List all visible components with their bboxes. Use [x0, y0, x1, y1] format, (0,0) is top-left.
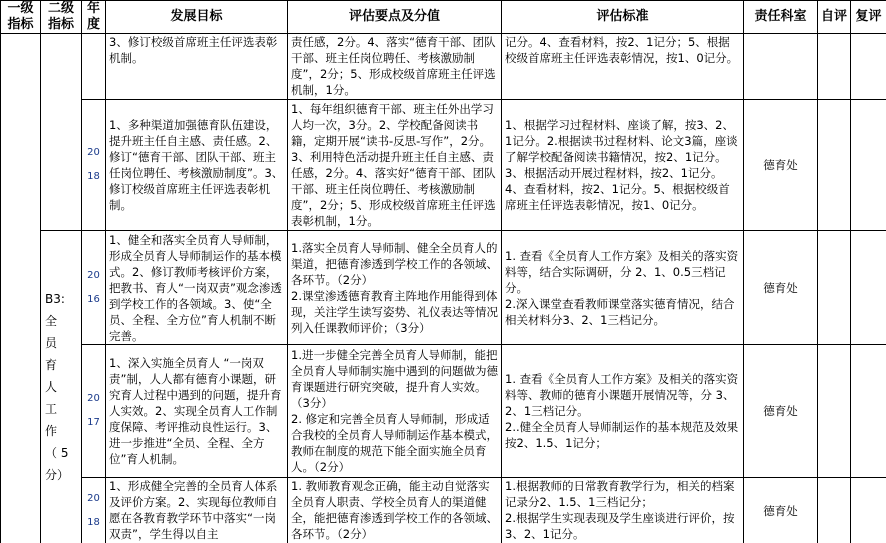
header-level1: 一级指标: [1, 1, 41, 34]
standard-cell: 1、根据学习过程材料、座谈了解，按3、2、1记分。2.根据读书过程材料、论文3篇，座谈了解学校配备阅读书籍情况，按2、1记分。3、根据活动开展过程材料，按2、1记分。4、查看材料，按2、1记分。5、根据校级首席班主任评选表彰情况，按1、0记分。: [502, 100, 744, 231]
year-text: 17: [87, 417, 100, 428]
header-standard: 评估标准: [502, 1, 744, 34]
standard-cell: 1. 查看《全员育人工作方案》及相关的落实资料等，结合实际调研，分 2、1、0.5三档记分。 2.深入课堂查看教师课堂落实德育情况，结合相关材料分3、2、1三档记分。: [502, 231, 744, 345]
self-eval-cell[interactable]: [818, 478, 851, 543]
points-cell: 1、每年组织德育干部、班主任外出学习人均一次，3分。2、学校配备阅读书籍，定期开展“读书-反思-写作”，2分。3、利用特色活动提升班主任自主感、责任感，2分。4、落实好“德育干部、团队干部、班主任岗位聘任、考核激励制度”，2分；5、形成校级首席班主任评选表彰机制，1分。: [288, 100, 502, 231]
standard-cell: 记分。4、查看材料，按2、1记分；5、根据校级首席班主任评选表彰情况，按1、0记分。: [502, 34, 744, 100]
year-text: 20: [87, 393, 100, 404]
level1-cell: [1, 34, 41, 543]
header-level2: 二级指标: [41, 1, 82, 34]
header-review: 复评: [851, 1, 886, 34]
review-cell[interactable]: [851, 34, 886, 100]
b3-title: 全员育人工作: [45, 314, 66, 438]
dept-cell: 德育处: [744, 100, 818, 231]
review-cell[interactable]: [851, 478, 886, 543]
goal-cell: 3、修订校级首席班主任评选表彰机制。: [106, 34, 288, 100]
year-text: 16: [87, 293, 100, 305]
review-cell[interactable]: [851, 100, 886, 231]
b3-label: B3:: [45, 292, 65, 306]
year-cell: [82, 345, 106, 478]
points-cell: 1.进一步健全完善全员育人导师制，能把全员育人导师制实施中遇到的问题做为德育课题进行研究突破，提升育人实效。（3分） 2. 修定和完善全员育人导师制，形成适合我校的全员育人导师制运作基本模式，教师在制度的规范下能全面实施全员育人。（2分）: [288, 345, 502, 478]
year-cell: [82, 100, 106, 231]
table-row: [1, 231, 886, 345]
standard-cell: 1. 查看《全员育人工作方案》及相关的落实资料等、教师的德育小课题开展情况等，分 3、2、1三档记分。 2..健全全员育人导师制运作的基本规范及效果按2、1.5、1记分；: [502, 345, 744, 478]
year-cell: [82, 34, 106, 100]
goal-cell: 1、形成健全完善的全员育人体系及评价方案。2、实现每位教师自愿在各教育教学环节中落实“一岗双责”，学生得以自主: [106, 478, 288, 543]
year-cell: [82, 231, 106, 345]
points-cell: 1.落实全员育人导师制、健全全员育人的渠道，把德育渗透到学校工作的各领域、各环节。（2分） 2.课堂渗透德育教育主阵地作用能得到体现，关注学生读写姿势、礼仪表达等情况列入任课教师评价；（3分）: [288, 231, 502, 345]
goal-cell: 1、健全和落实全员育人导师制，形成全员育人导师制运作的基本模式。2、修订教师考核评价方案，把教书、育人“一岗双责”观念渗透到学校工作的各领域。3、使“全员、全程、全方位”育人机制不断完善。: [106, 231, 288, 345]
self-eval-cell[interactable]: [818, 231, 851, 345]
header-dept: 责任科室: [744, 1, 818, 34]
b3-score: （ 5 分）: [45, 446, 70, 482]
header-year: 年度: [82, 1, 106, 34]
year-text: 20: [87, 147, 100, 158]
header-row: [1, 1, 886, 34]
dept-cell: 德育处: [744, 345, 818, 478]
goal-cell: 1、多种渠道加强德育队伍建设，提升班主任自主感、责任感。2、修订“德育干部、团队干部、班主任岗位聘任、考核激励制度”。3、修订校级首席班主任评选表彰机制。: [106, 100, 288, 231]
level2-cell-empty: [41, 34, 82, 231]
review-cell[interactable]: [851, 231, 886, 345]
points-cell: 1. 教师教育观念正确，能主动自觉落实全员育人职责、学校全员育人的渠道健全，能把德育渗透到学校工作的各领域、各环节。（2分）: [288, 478, 502, 543]
review-cell[interactable]: [851, 345, 886, 478]
standard-cell: 1.根据教师的日常教育教学行为，相关的档案记录分2、1.5、1三档记分； 2.根据学生实现表现及学生座谈进行评价，按3、2、1记分。: [502, 478, 744, 543]
level2-cell-b3: [41, 231, 82, 543]
table-row: [1, 478, 886, 543]
year-text: 20: [87, 269, 100, 281]
self-eval-cell[interactable]: [818, 345, 851, 478]
table-row: [1, 100, 886, 231]
header-points: 评估要点及分值: [288, 1, 502, 34]
table-row: [1, 345, 886, 478]
table-row: [1, 34, 886, 100]
year-text: 18: [87, 171, 100, 182]
dept-cell: 德育处: [744, 231, 818, 345]
year-text: 20: [87, 492, 100, 504]
dept-cell: 德育处: [744, 478, 818, 543]
year-text: 18: [87, 516, 100, 528]
goal-cell: 1、深入实施全员育人 “一岗双责”制，人人都有德育小课题，研究育人过程中遇到的问题，提升育人实效。2、实现全员育人工作制度保障、考评推动良性运行。3、进一步推进“全员、全程、全方位”育人机制。: [106, 345, 288, 478]
dept-cell: [744, 34, 818, 100]
header-goal: 发展目标: [106, 1, 288, 34]
year-cell: [82, 478, 106, 543]
self-eval-cell[interactable]: [818, 34, 851, 100]
self-eval-cell[interactable]: [818, 100, 851, 231]
points-cell: 责任感，2分。4、落实“德育干部、团队干部、班主任岗位聘任、考核激励制度”，2分；5、形成校级首席班主任评选机制，1分。: [288, 34, 502, 100]
header-self: 自评: [818, 1, 851, 34]
